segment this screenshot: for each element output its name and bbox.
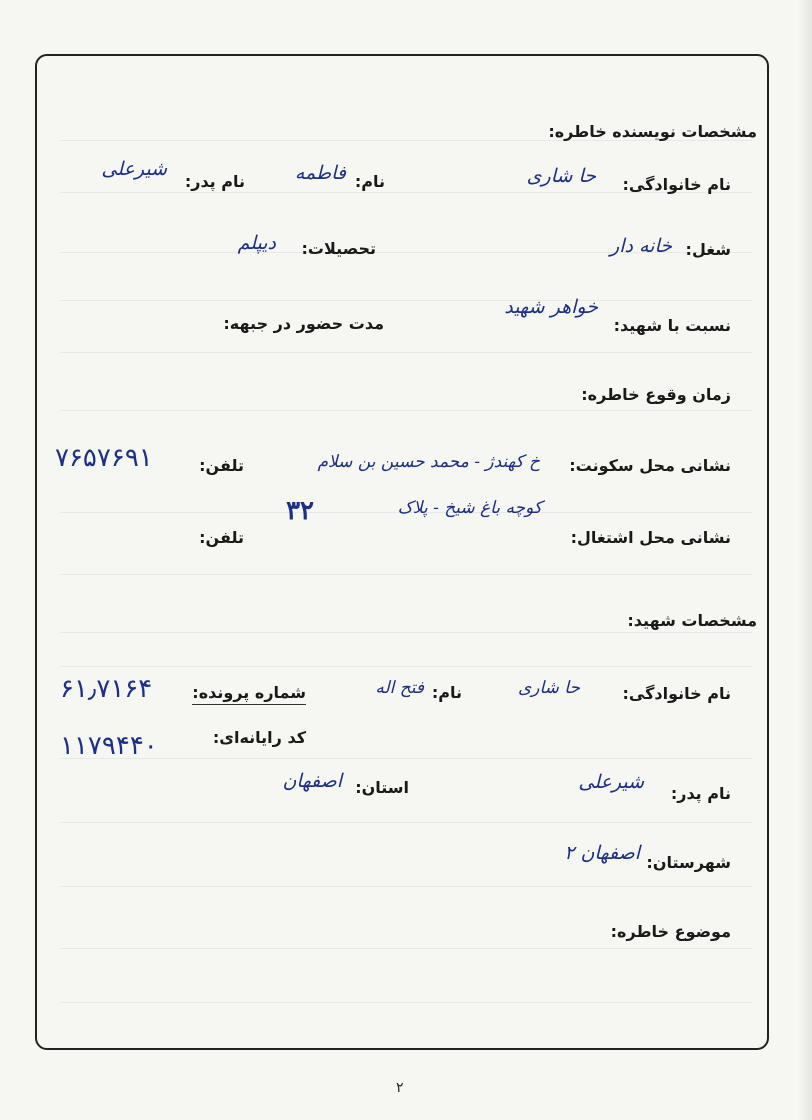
computer-code-label: کد رایانه‌ای: — [212, 728, 306, 747]
martyr-family-name-label: نام خانوادگی: — [622, 684, 731, 703]
memory-time-label: زمان وقوع خاطره: — [581, 385, 731, 404]
page-edge — [798, 0, 812, 1120]
martyr-family-name-value: حا شاری — [517, 678, 580, 698]
writer-father-name-label: نام پدر: — [184, 172, 245, 191]
page-number: ۲ — [396, 1080, 404, 1096]
martyr-section-heading: مشخصات شهید: — [627, 611, 757, 630]
province-value: اصفهان — [282, 770, 342, 792]
occupation-label: شغل: — [685, 240, 731, 259]
writer-family-name-label: نام خانوادگی: — [622, 175, 731, 194]
martyr-name-label: نام: — [431, 683, 462, 702]
address-plate: ۳۲ — [286, 496, 314, 526]
file-number-label: شماره پرونده: — [192, 683, 306, 705]
writer-name-label: نام: — [354, 172, 385, 191]
education-value: دیپلم — [237, 232, 276, 254]
martyr-name-value: فتح اله — [375, 678, 424, 698]
province-label: استان: — [355, 778, 409, 797]
file-number-value: ۶۱٫۷۱۶۴ — [60, 674, 153, 704]
form-frame — [35, 54, 769, 1050]
martyr-father-name-value: شیرعلی — [578, 771, 644, 793]
education-label: تحصیلات: — [301, 239, 376, 258]
address-line2: کوچه باغ شیخ - پلاک — [397, 498, 542, 518]
phone-label: تلفن: — [199, 456, 244, 475]
relation-value: خواهر شهید — [504, 296, 598, 318]
work-phone-label: تلفن: — [199, 528, 244, 547]
writer-father-name-value: شیرعلی — [101, 158, 167, 180]
city-label: شهرستان: — [646, 853, 731, 872]
writer-family-name-value: حا شاری — [526, 165, 596, 187]
city-value: اصفهان ۲ — [564, 842, 640, 864]
writer-section-heading: مشخصات نویسنده خاطره: — [548, 122, 757, 141]
relation-label: نسبت با شهید: — [613, 316, 731, 335]
front-duration-label: مدت حضور در جبهه: — [223, 314, 384, 333]
address-line1: خ کهندژ - محمد حسین بن سلام — [317, 452, 540, 472]
memory-subject-label: موضوع خاطره: — [610, 922, 731, 941]
occupation-value: خانه دار — [610, 235, 672, 257]
computer-code-value: ۱۱۷۹۴۴۰ — [60, 731, 158, 761]
work-address-label: نشانی محل اشتغال: — [570, 528, 731, 547]
phone-value: ۷۶۵۷۶۹۱ — [55, 443, 153, 473]
writer-name-value: فاطمه — [294, 162, 346, 184]
address-label: نشانی محل سکونت: — [569, 456, 731, 475]
martyr-father-name-label: نام پدر: — [670, 784, 731, 803]
